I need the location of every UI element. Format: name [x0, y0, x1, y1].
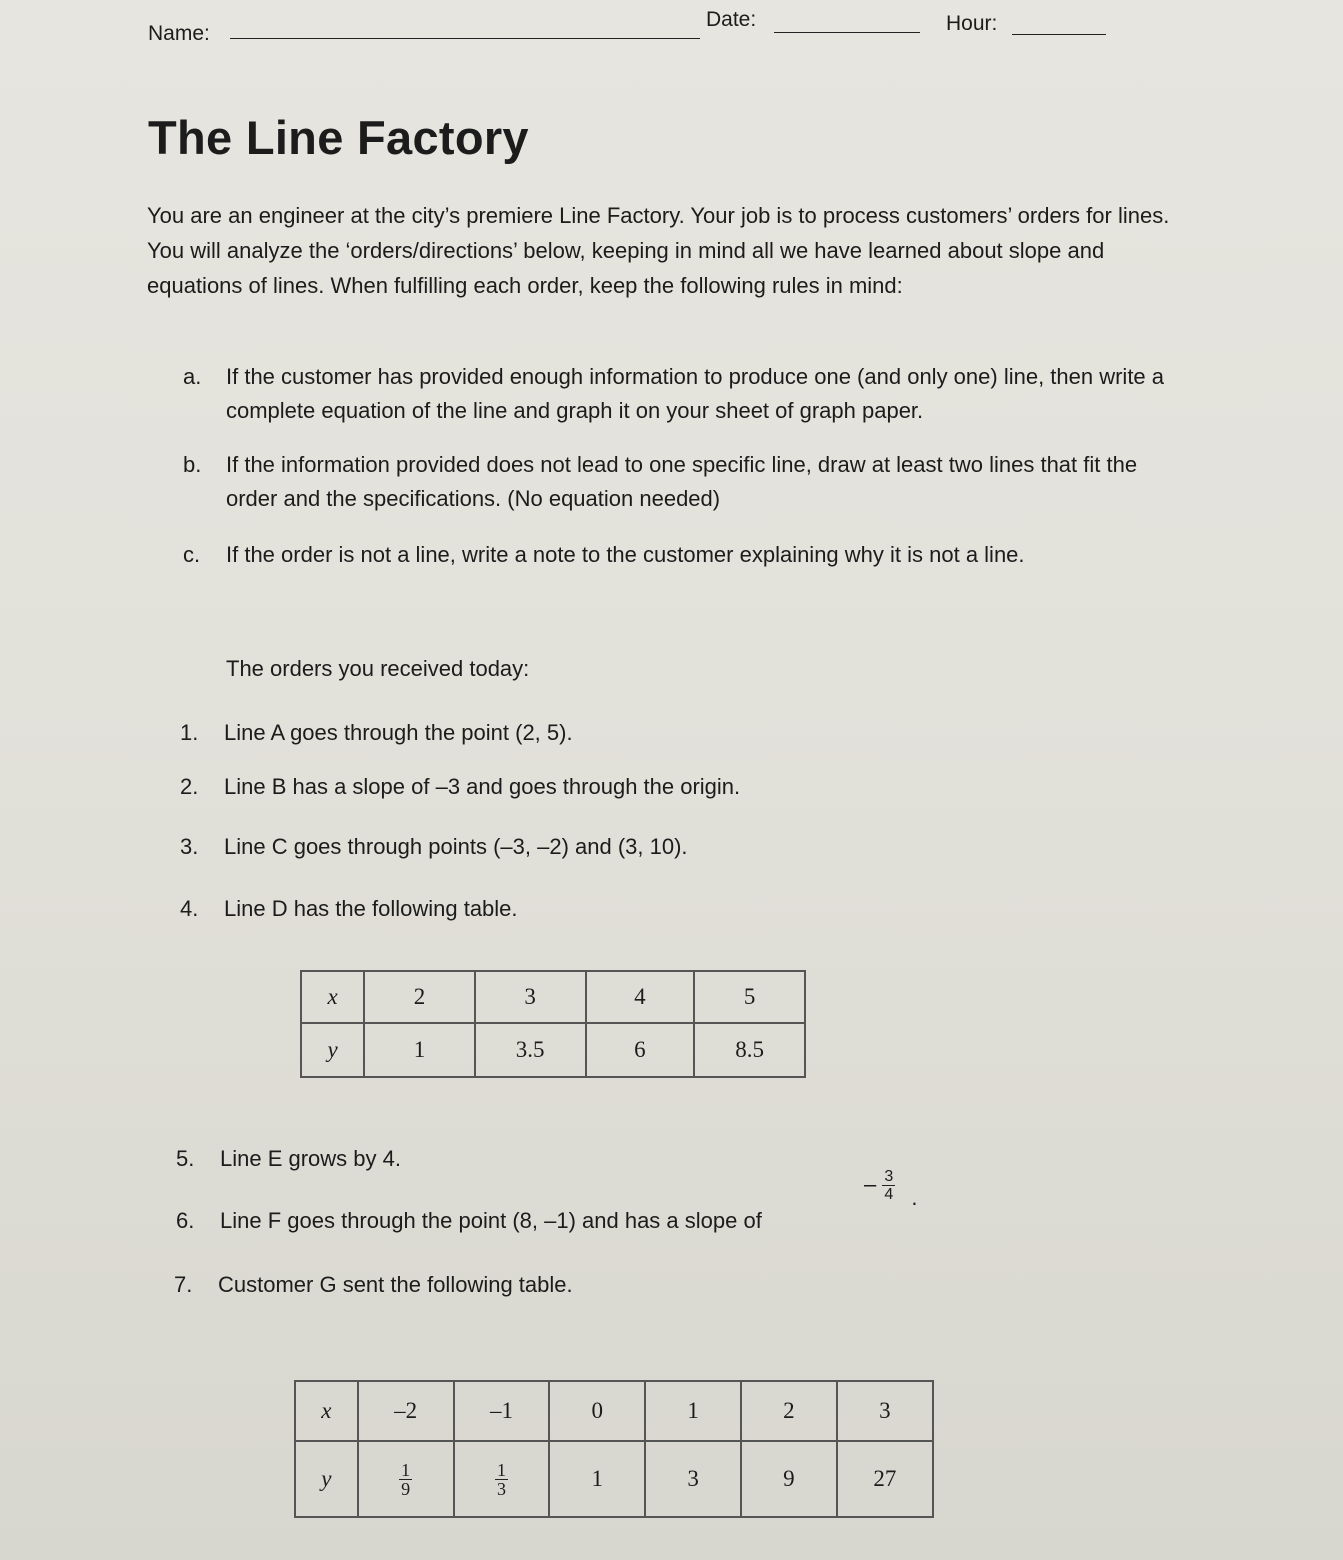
slope-period: .: [911, 1185, 918, 1211]
rule-a: [183, 360, 1173, 428]
table-cell: 5: [694, 971, 805, 1023]
table-cell: 1: [549, 1441, 645, 1517]
name-label: Name:: [148, 22, 210, 45]
page-title: The Line Factory: [148, 111, 529, 164]
name-blank: [230, 38, 700, 39]
rule-b: [183, 448, 1173, 516]
order-number: 1.: [180, 720, 199, 745]
table-cell: 6: [586, 1023, 695, 1077]
table-cell: [454, 1441, 550, 1517]
order-text: Line D has the following table.: [224, 896, 518, 921]
fraction-numerator: 1: [496, 1459, 506, 1480]
intro-paragraph: You are an engineer at the city’s premiere Line Factory. Your job is to process customers’ orders for lines. You will analyze the ‘orders/directions’ below, keeping in mind all we have learned about slope and equations of lines. When fulfilling each order, keep the following rules in mind:: [147, 203, 1170, 298]
rule-text: If the customer has provided enough information to produce one (and only one) line, then write a complete equation of the line and graph it on your sheet of graph paper.: [226, 364, 1165, 423]
order-text: Line C goes through points (–3, –2) and (3, 10).: [224, 834, 688, 859]
order-item: [180, 720, 573, 746]
date-blank: [774, 32, 920, 33]
fraction-numerator: 1: [401, 1459, 411, 1480]
rule-letter: b.: [183, 452, 202, 477]
fraction: [399, 1461, 412, 1498]
table-cell: 1: [364, 1023, 475, 1077]
order-number: 4.: [180, 896, 199, 921]
order-text: Line B has a slope of –3 and goes through the origin.: [224, 774, 741, 799]
order-item: [180, 834, 688, 860]
table-cell: 2: [741, 1381, 837, 1441]
order-number: 2.: [180, 774, 199, 799]
slope-fraction: [864, 1168, 918, 1211]
order-item: [180, 774, 740, 800]
header-fields: [148, 6, 1148, 46]
rule-text: If the information provided does not lead to one specific line, draw at least two lines that fit the order and the specifications. (No equation needed): [226, 452, 1138, 511]
table-cell: 2: [364, 971, 475, 1023]
order-text: Line A goes through the point (2, 5).: [224, 720, 573, 745]
order-text: Line F goes through the point (8, –1) and has a slope of: [220, 1208, 762, 1233]
fraction-denominator: 3: [496, 1478, 506, 1499]
rule-letter: c.: [183, 542, 201, 567]
hour-label: Hour:: [946, 12, 998, 35]
order-text: Line E grows by 4.: [220, 1146, 401, 1171]
order-text: Customer G sent the following table.: [218, 1272, 573, 1297]
table-cell: 3.5: [475, 1023, 586, 1077]
table-cell: 8.5: [694, 1023, 805, 1077]
order-item: [176, 1208, 762, 1234]
order-item: [174, 1272, 573, 1298]
table-header-y: y: [295, 1441, 358, 1517]
order-number: 6.: [176, 1208, 195, 1233]
slope-sign: –: [864, 1171, 877, 1197]
order-number: 7.: [174, 1272, 193, 1297]
fraction: [495, 1461, 508, 1498]
order-number: 5.: [176, 1146, 195, 1171]
table-line-d: [300, 970, 806, 1078]
table-cell: 0: [549, 1381, 645, 1441]
table-header-x: x: [295, 1381, 358, 1441]
date-label: Date:: [706, 8, 757, 31]
order-item: [176, 1146, 401, 1172]
table-cell: 9: [741, 1441, 837, 1517]
rule-letter: a.: [183, 364, 202, 389]
table-header-x: x: [301, 971, 364, 1023]
table-cell: 4: [586, 971, 695, 1023]
fraction-numerator: 3: [884, 1168, 894, 1185]
fraction-denominator: 4: [884, 1186, 894, 1203]
fraction: [882, 1168, 895, 1203]
table-cell: 3: [837, 1381, 933, 1441]
rule-c: [183, 538, 1173, 572]
table-cell: [358, 1441, 454, 1517]
table-cell: 1: [645, 1381, 741, 1441]
table-cell: –2: [358, 1381, 454, 1441]
orders-heading: The orders you received today:: [226, 656, 530, 681]
order-number: 3.: [180, 834, 199, 859]
order-item: [180, 896, 518, 922]
table-cell: 27: [837, 1441, 933, 1517]
rule-text: If the order is not a line, write a note to the customer explaining why it is not a line.: [226, 542, 1025, 567]
hour-blank: [1012, 34, 1106, 35]
fraction-denominator: 9: [401, 1478, 411, 1499]
table-customer-g: [294, 1380, 934, 1518]
table-cell: 3: [475, 971, 586, 1023]
table-header-y: y: [301, 1023, 364, 1077]
table-cell: –1: [454, 1381, 550, 1441]
table-cell: 3: [645, 1441, 741, 1517]
